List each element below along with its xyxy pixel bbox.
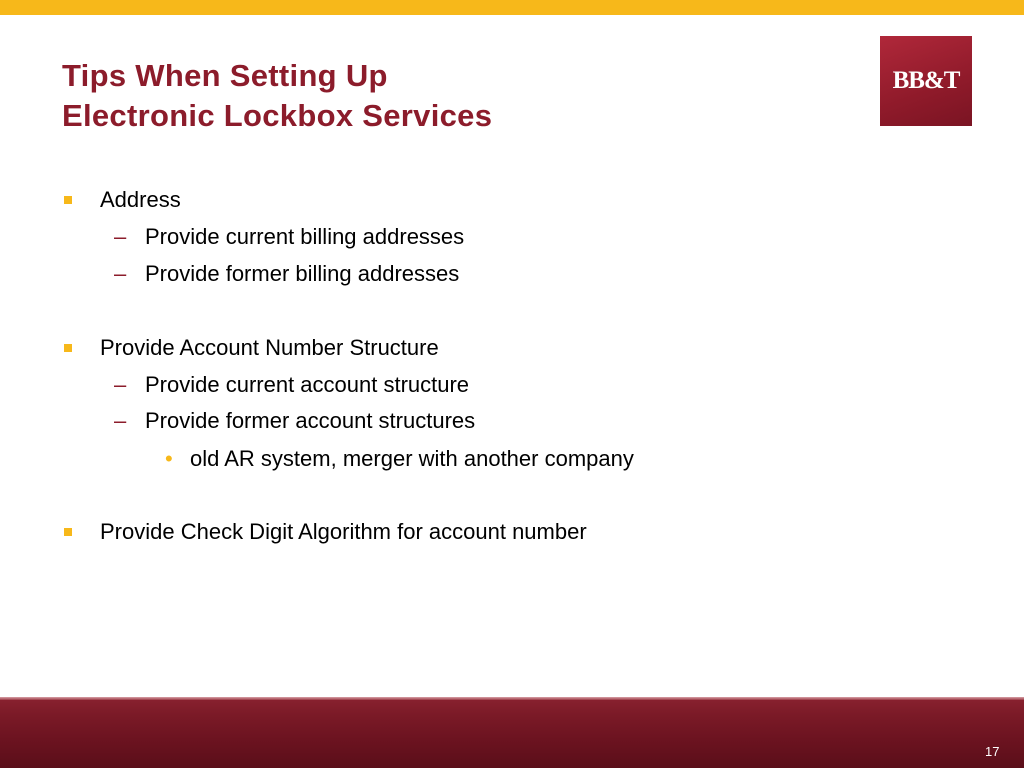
slide-title [62,56,492,136]
bullet-heading-address: Address [100,187,181,212]
dash-bullet-icon: – [114,408,127,433]
sub-bullet-item: Provide former account structures [145,408,476,433]
sub-sub-bullet-item: old AR system, merger with another company [190,446,634,471]
footer-highlight-line [0,697,1024,700]
square-bullet-icon [64,196,72,204]
dot-bullet-icon: • [165,446,173,471]
top-accent-bar [0,0,1024,15]
sub-bullet-item: Provide current account structure [145,372,470,397]
page-number: 17 [985,744,1000,759]
slide-title-line1: Tips When Setting Up [62,58,388,93]
dash-bullet-icon: – [114,224,127,249]
slide-title-line2: Electronic Lockbox Services [62,98,493,133]
logo-text: BB&T [892,67,960,94]
square-bullet-icon [64,528,72,536]
bullet-heading-check-digit: Provide Check Digit Algorithm for account number [100,519,587,544]
dash-bullet-icon: – [114,261,127,286]
sub-bullet-item: Provide former billing addresses [145,261,460,286]
dash-bullet-icon: – [114,372,127,397]
square-bullet-icon [64,344,72,352]
bullet-heading-account-structure: Provide Account Number Structure [100,335,439,360]
footer-bar [0,697,1024,768]
sub-bullet-item: Provide current billing addresses [145,224,465,249]
bbt-logo [880,36,972,126]
